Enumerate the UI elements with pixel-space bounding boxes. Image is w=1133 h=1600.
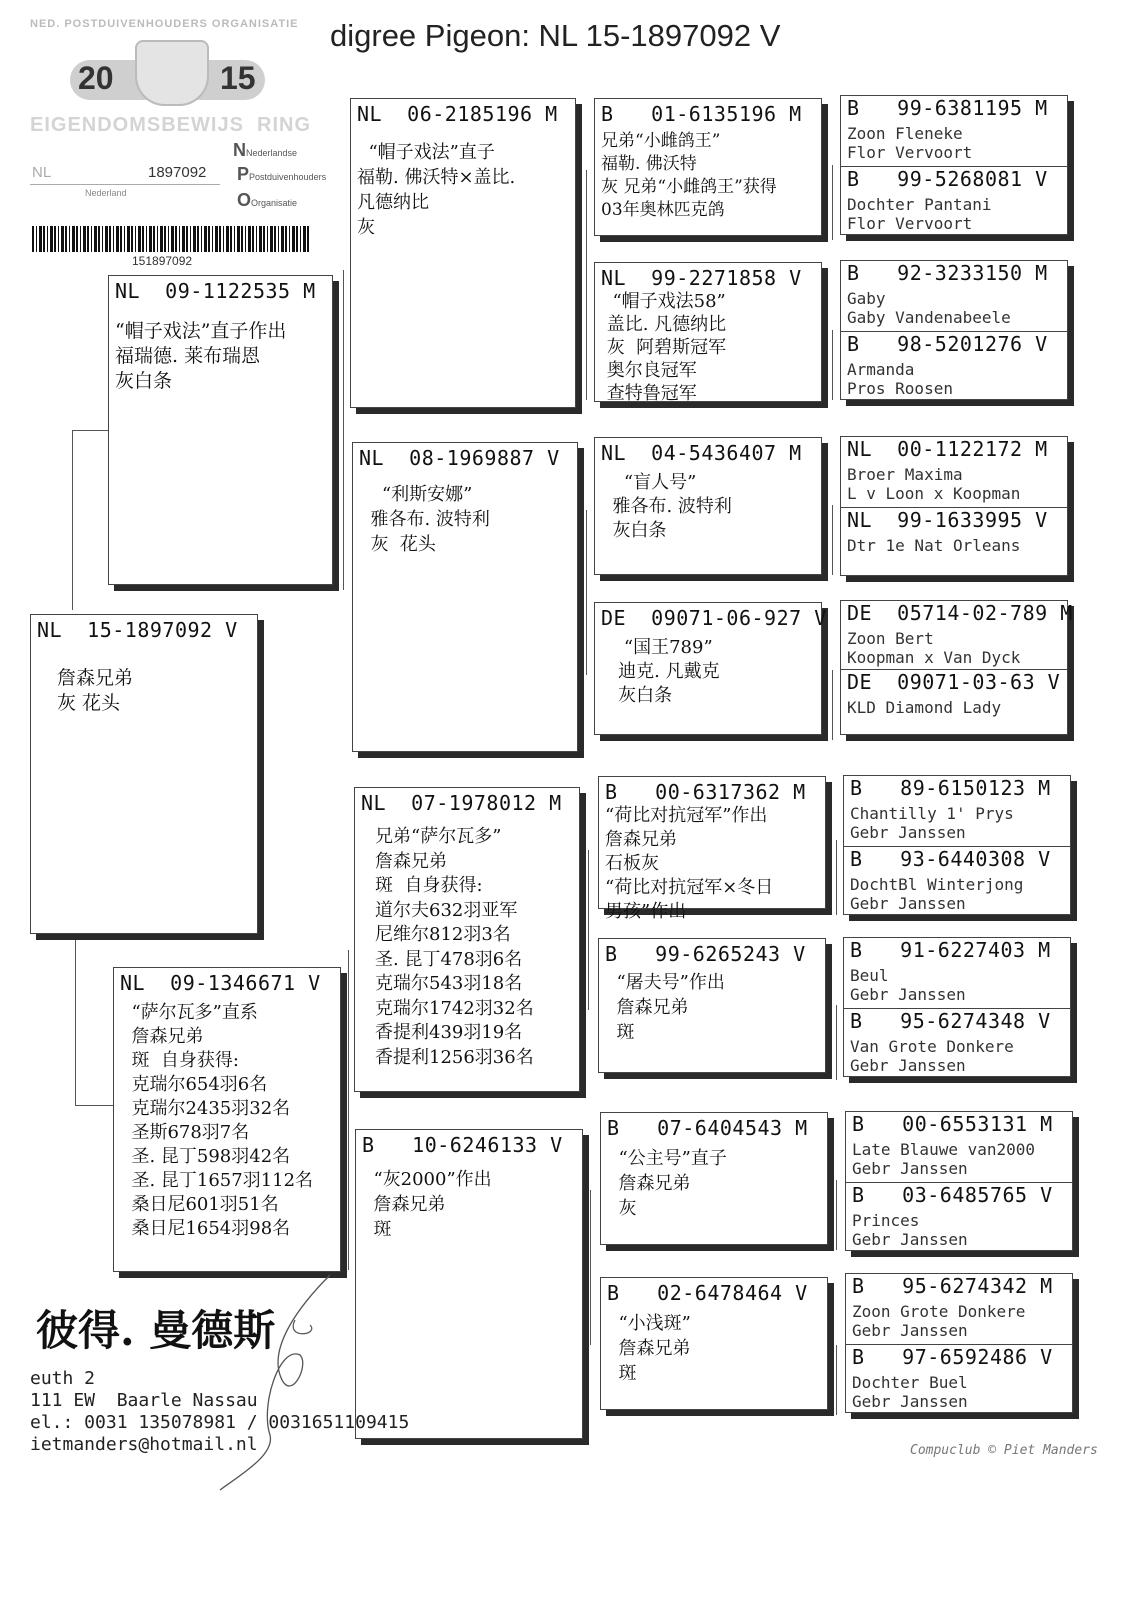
gggp-entry: [841, 437, 1067, 507]
bird-details: Van Grote Donkere Gebr Janssen: [850, 1037, 1014, 1075]
bird-details: Zoon Grote Donkere Gebr Janssen: [852, 1302, 1026, 1340]
certificate-country-name: Nederland: [85, 188, 127, 198]
ring-number: NL 00-1122172 M: [847, 437, 1048, 461]
pedigree-ggp-7: [600, 1112, 828, 1245]
ring-number: B 91-6227403 M: [850, 938, 1051, 962]
ring-number: NL 15-1897092 V: [37, 618, 238, 642]
pedigree-gggp-pair-5: [843, 775, 1071, 915]
pedigree-gggp-pair-1: [840, 95, 1068, 235]
bird-details: Armanda Pros Roosen: [847, 360, 953, 398]
gggp-entry: [841, 507, 1067, 578]
ring-number: B 98-5201276 V: [847, 332, 1048, 356]
pedigree-gggp-pair-7: [845, 1111, 1073, 1251]
ring-number: DE 09071-03-63 V: [847, 670, 1061, 694]
bird-details: “盲人号” 雅各布. 波特利 灰白条: [612, 472, 732, 541]
certificate-org-text: NED. POSTDUIVENHOUDERS ORGANISATIE: [30, 18, 299, 30]
ring-number: B 99-5268081 V: [847, 167, 1048, 191]
pedigree-dam: [113, 967, 341, 1272]
bird-details: “帽子戏法”直子 福勒. 佛沃特×盖比. 凡德纳比 灰: [357, 142, 516, 238]
ring-number: B 97-6592486 V: [852, 1345, 1053, 1369]
bird-details: “荷比对抗冠军”作出 詹森兄弟 石板灰 “荷比对抗冠军×冬日 男孩”作出: [605, 805, 774, 922]
connector-line: [586, 510, 587, 675]
certificate-org-p: PPostduivenhouders: [237, 164, 327, 184]
certificate-year-left: 20: [78, 60, 114, 96]
bird-details: “屠夫号”作出 詹森兄弟 斑: [616, 972, 725, 1043]
gggp-entry: [841, 261, 1067, 331]
pedigree-sire-sire: [350, 98, 576, 408]
pedigree-ggp-1: [594, 98, 822, 236]
certificate-org-o-label: Organisatie: [251, 198, 298, 208]
connector-line: [832, 165, 833, 240]
ring-number: DE 09071-06-927 V: [601, 606, 827, 630]
connector-line: [75, 915, 76, 1105]
connector-line: [72, 430, 108, 431]
ownership-certificate: [30, 18, 330, 268]
pedigree-gggp-pair-8: [845, 1273, 1073, 1413]
pedigree-gggp-pair-6: [843, 937, 1071, 1077]
ring-number: NL 99-1633995 V: [847, 508, 1048, 532]
certificate-ring-number: 1897092: [148, 164, 207, 181]
ring-number: NL 09-1122535 M: [115, 279, 316, 303]
connector-line: [832, 670, 833, 740]
bird-details: Beul Gebr Janssen: [850, 966, 966, 1004]
bird-details: DochtBl Winterjong Gebr Janssen: [850, 875, 1024, 913]
bird-details: Zoon Fleneke Flor Vervoort: [847, 124, 973, 162]
connector-line: [348, 950, 349, 1270]
ring-number: B 07-6404543 M: [607, 1116, 808, 1140]
ring-number: B 89-6150123 M: [850, 776, 1051, 800]
bird-details: Zoon Bert Koopman x Van Dyck: [847, 629, 1021, 667]
ring-number: B 99-6265243 V: [605, 942, 806, 966]
certificate-country: NL: [32, 164, 52, 181]
connector-line: [832, 330, 833, 400]
bird-details: “萨尔瓦多”直系 詹森兄弟 斑 自身获得: 克瑞尔654羽6名 克瑞尔2435羽32名 圣斯678羽7名 圣. 昆丁598羽42名 圣. 昆丁1657羽112名 桑日尼601羽51名 桑日尼1654羽98名: [131, 1002, 314, 1239]
bird-details: “利斯安娜” 雅各布. 波特利 灰 花头: [370, 484, 490, 555]
page-title: digree Pigeon: NL 15-1897092 V: [330, 18, 781, 53]
connector-line: [72, 430, 73, 610]
bird-details: “公主号”直子 詹森兄弟 灰: [618, 1148, 727, 1219]
bird-details: 詹森兄弟 灰 花头: [57, 667, 134, 714]
pedigree-ggp-4: [594, 602, 827, 735]
connector-line: [586, 170, 587, 400]
pedigree-ggp-2: [594, 262, 822, 402]
ring-number: NL 09-1346671 V: [120, 971, 321, 995]
ring-number: DE 05714-02-789 M: [847, 601, 1073, 625]
gggp-entry: [846, 1112, 1072, 1182]
ring-number: NL 08-1969887 V: [359, 446, 560, 470]
bird-details: Late Blauwe van2000 Gebr Janssen: [852, 1140, 1036, 1178]
certificate-org-p-label: Postduivenhouders: [249, 172, 327, 182]
connector-line: [590, 1190, 591, 1345]
bird-details: “小浅斑” 詹森兄弟 斑: [618, 1313, 691, 1384]
bird-details: 兄弟“小雌鸽王” 福勒. 佛沃特 灰 兄弟“小雌鸽王”获得 03年奥林匹克鸽: [601, 131, 777, 220]
pedigree-ggp-3: [594, 437, 822, 575]
bird-details: “国王789” 迪克. 凡戴克 灰白条: [618, 637, 720, 706]
ring-number: B 00-6553131 M: [852, 1112, 1053, 1136]
gggp-entry: [846, 1182, 1072, 1253]
bird-details: Dochter Buel Gebr Janssen: [852, 1373, 968, 1411]
gggp-entry: [844, 776, 1070, 846]
certificate-ring-line: [30, 184, 220, 185]
certificate-year-right: 15: [220, 60, 256, 96]
gggp-entry: [841, 96, 1067, 166]
gggp-entry: [841, 331, 1067, 402]
bird-details: Chantilly 1' Prys Gebr Janssen: [850, 804, 1014, 842]
bird-details: “灰2000”作出 詹森兄弟 斑: [373, 1169, 492, 1240]
bird-details: Dtr 1e Nat Orleans: [847, 536, 1021, 555]
pedigree-ggp-8: [600, 1277, 828, 1410]
gggp-entry: [846, 1274, 1072, 1344]
ring-number: B 95-6274348 V: [850, 1009, 1051, 1033]
bird-details: Dochter Pantani Flor Vervoort: [847, 195, 992, 233]
pedigree-sire: [108, 275, 333, 585]
bird-details: Gaby Gaby Vandenabeele: [847, 289, 1011, 327]
owner-address: euth 2 111 EW Baarle Nassau el.: 0031 135078981 / 0031651109415 ietmanders@hotmail.nl: [30, 1368, 410, 1455]
ring-number: NL 99-2271858 V: [601, 266, 802, 290]
connector-line: [832, 505, 833, 575]
bird-details: Princes Gebr Janssen: [852, 1211, 968, 1249]
bird-details: KLD Diamond Lady: [847, 698, 1002, 717]
ring-number: NL 04-5436407 M: [601, 441, 802, 465]
connector-line: [836, 1005, 837, 1080]
certificate-org-o: OOrganisatie: [237, 190, 298, 210]
certificate-org-n: NNederlandse: [233, 140, 298, 160]
bird-details: “帽子戏法”直子作出 福瑞德. 莱布瑞恩 灰白条: [115, 320, 287, 392]
owner-name: 彼得. 曼德斯: [36, 1306, 276, 1355]
ring-number: B 10-6246133 V: [362, 1133, 563, 1157]
pedigree-gggp-pair-2: [840, 260, 1068, 400]
bird-details: “帽子戏法58” 盖比. 凡德纳比 灰 阿碧斯冠军 奥尔良冠军 查特鲁冠军: [606, 291, 727, 404]
pedigree-gggp-pair-3: [840, 436, 1068, 576]
pedigree-ggp-6: [598, 938, 826, 1073]
pedigree-gggp-pair-4: [840, 600, 1073, 735]
gggp-entry: [841, 166, 1067, 237]
connector-line: [75, 1105, 113, 1106]
certificate-eigendom-text: EIGENDOMSBEWIJS RING: [30, 114, 312, 136]
pedigree-dam-sire: [354, 787, 580, 1092]
gggp-entry: [846, 1344, 1072, 1415]
gggp-entry: [841, 601, 1073, 669]
ring-number: B 01-6135196 M: [601, 102, 802, 126]
connector-line: [836, 840, 837, 915]
bird-details: Broer Maxima L v Loon x Koopman: [847, 465, 1021, 503]
gggp-entry: [844, 1008, 1070, 1079]
ring-number: NL 06-2185196 M: [357, 102, 558, 126]
ring-number: B 03-6485765 V: [852, 1183, 1053, 1207]
gggp-entry: [844, 846, 1070, 917]
ring-number: B 93-6440308 V: [850, 847, 1051, 871]
ring-number: B 99-6381195 M: [847, 96, 1048, 120]
bird-details: 兄弟“萨尔瓦多” 詹森兄弟 斑 自身获得: 道尔夫632羽亚军 尼维尔812羽3名 圣. 昆丁478羽6名 克瑞尔543羽18名 克瑞尔1742羽32名 香提利439羽19名 香提利1256羽36名: [375, 826, 534, 1068]
ring-number: B 02-6478464 V: [607, 1281, 808, 1305]
footer-credit: Compuclub © Piet Manders: [910, 1443, 1098, 1458]
connector-line: [836, 1180, 837, 1250]
ring-number: B 00-6317362 M: [605, 780, 806, 804]
connector-line: [343, 270, 344, 590]
pedigree-ggp-5: [598, 776, 826, 922]
handwritten-signature: [200, 1265, 340, 1495]
connector-line: [588, 850, 589, 1010]
connector-line: [836, 1345, 837, 1415]
gggp-entry: [844, 938, 1070, 1008]
gggp-entry: [841, 669, 1067, 737]
ring-number: B 95-6274342 M: [852, 1274, 1053, 1298]
pedigree-sire-dam: [352, 442, 578, 752]
pedigree-subject: [30, 614, 258, 934]
barcode: [32, 226, 310, 252]
lion-crest-icon: [135, 40, 209, 106]
ring-number: NL 07-1978012 M: [361, 791, 562, 815]
ring-number: B 92-3233150 M: [847, 261, 1048, 285]
certificate-org-n-label: Nederlandse: [246, 148, 298, 158]
barcode-number: 151897092: [132, 254, 193, 268]
